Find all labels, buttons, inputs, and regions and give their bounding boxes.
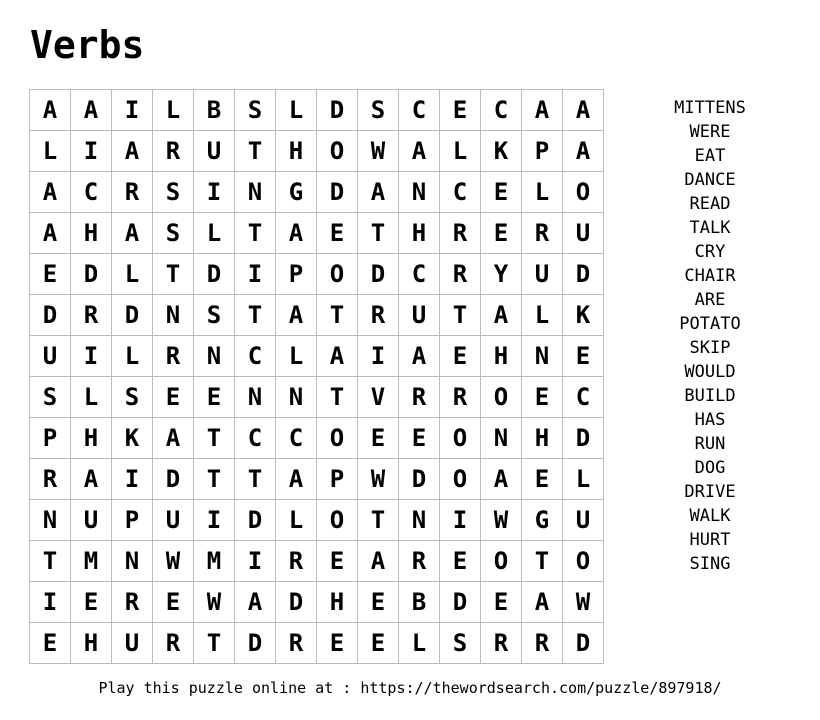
grid-cell[interactable]: E xyxy=(481,582,522,623)
grid-cell[interactable]: A xyxy=(522,90,563,131)
grid-cell[interactable]: N xyxy=(399,172,440,213)
grid-cell[interactable]: R xyxy=(276,541,317,582)
grid-row xyxy=(30,623,604,664)
grid-cell[interactable]: D xyxy=(112,295,153,336)
grid-cell[interactable]: O xyxy=(317,500,358,541)
grid-cell[interactable]: E xyxy=(522,459,563,500)
grid-cell[interactable]: D xyxy=(276,582,317,623)
grid-cell[interactable]: R xyxy=(399,541,440,582)
grid-cell[interactable]: M xyxy=(71,541,112,582)
grid-cell[interactable]: V xyxy=(358,377,399,418)
grid-cell[interactable]: N xyxy=(235,172,276,213)
grid-cell[interactable]: R xyxy=(30,459,71,500)
grid-cell[interactable]: D xyxy=(235,623,276,664)
grid-cell[interactable]: O xyxy=(440,418,481,459)
grid-cell[interactable]: P xyxy=(276,254,317,295)
grid-cell[interactable]: O xyxy=(563,172,604,213)
grid-cell[interactable]: R xyxy=(358,295,399,336)
grid-cell[interactable]: E xyxy=(317,623,358,664)
grid-cell[interactable]: A xyxy=(276,459,317,500)
grid-cell[interactable]: A xyxy=(563,90,604,131)
grid-cell[interactable]: R xyxy=(276,623,317,664)
grid-cell[interactable]: N xyxy=(276,377,317,418)
word-list-item: MITTENS xyxy=(674,98,746,118)
grid-cell[interactable]: C xyxy=(235,418,276,459)
word-list-item: CRY xyxy=(694,242,726,262)
grid-cell[interactable]: T xyxy=(235,131,276,172)
grid-cell[interactable]: L xyxy=(563,459,604,500)
word-list-item: SKIP xyxy=(689,338,731,358)
grid-cell[interactable]: A xyxy=(481,295,522,336)
grid-cell[interactable]: U xyxy=(30,336,71,377)
grid-cell[interactable]: E xyxy=(30,254,71,295)
word-list-item: DRIVE xyxy=(684,482,736,502)
grid-cell[interactable]: W xyxy=(563,582,604,623)
grid-cell[interactable]: I xyxy=(194,172,235,213)
grid-cell[interactable]: T xyxy=(522,541,563,582)
grid-cell[interactable]: H xyxy=(71,623,112,664)
grid-cell[interactable]: S xyxy=(30,377,71,418)
word-list-item: HAS xyxy=(694,410,726,430)
grid-cell[interactable]: E xyxy=(522,377,563,418)
grid-row xyxy=(30,131,604,172)
grid-cell[interactable]: C xyxy=(71,172,112,213)
grid-cell[interactable]: N xyxy=(522,336,563,377)
grid-cell[interactable]: E xyxy=(317,541,358,582)
grid-cell[interactable]: T xyxy=(317,377,358,418)
grid-cell[interactable]: R xyxy=(112,582,153,623)
word-list-item: READ xyxy=(689,194,731,214)
grid-cell[interactable]: I xyxy=(440,500,481,541)
grid-cell[interactable]: A xyxy=(112,213,153,254)
grid-cell[interactable]: I xyxy=(30,582,71,623)
grid-cell[interactable]: A xyxy=(276,213,317,254)
grid-cell[interactable]: T xyxy=(235,295,276,336)
grid-cell[interactable]: P xyxy=(317,459,358,500)
word-list-item: CHAIR xyxy=(684,266,736,286)
word-list-item: DOG xyxy=(694,458,726,478)
grid-cell[interactable]: I xyxy=(235,254,276,295)
grid-cell[interactable]: I xyxy=(112,459,153,500)
grid-cell[interactable]: H xyxy=(276,131,317,172)
grid-cell[interactable]: T xyxy=(153,254,194,295)
grid-cell[interactable]: L xyxy=(30,131,71,172)
grid-cell[interactable]: A xyxy=(399,336,440,377)
grid-cell[interactable]: T xyxy=(194,418,235,459)
grid-cell[interactable]: A xyxy=(71,459,112,500)
grid-cell[interactable]: S xyxy=(358,90,399,131)
grid-cell[interactable]: H xyxy=(71,418,112,459)
grid-cell[interactable]: O xyxy=(563,541,604,582)
grid-row xyxy=(30,90,604,131)
word-list-item: WERE xyxy=(689,122,731,142)
grid-cell[interactable]: M xyxy=(194,541,235,582)
grid-cell[interactable]: Y xyxy=(481,254,522,295)
word-list-item: SING xyxy=(689,554,731,574)
grid-cell[interactable]: G xyxy=(276,172,317,213)
grid-cell[interactable]: U xyxy=(71,500,112,541)
grid-cell[interactable]: L xyxy=(71,377,112,418)
grid-cell[interactable]: N xyxy=(112,541,153,582)
grid-cell[interactable]: C xyxy=(276,418,317,459)
word-list-item: POTATO xyxy=(679,314,741,334)
grid-cell[interactable]: A xyxy=(563,131,604,172)
grid-cell[interactable]: L xyxy=(112,336,153,377)
grid-cell[interactable]: H xyxy=(399,213,440,254)
word-list-item: WALK xyxy=(689,506,731,526)
grid-cell[interactable]: R xyxy=(399,377,440,418)
grid-cell[interactable]: D xyxy=(358,254,399,295)
grid-cell[interactable]: L xyxy=(194,213,235,254)
grid-cell[interactable]: N xyxy=(194,336,235,377)
grid-cell[interactable]: T xyxy=(235,459,276,500)
grid-cell[interactable]: E xyxy=(194,377,235,418)
grid-cell[interactable]: A xyxy=(358,541,399,582)
grid-cell[interactable]: E xyxy=(440,336,481,377)
grid-cell[interactable]: I xyxy=(112,90,153,131)
grid-cell[interactable]: H xyxy=(317,582,358,623)
grid-cell[interactable]: E xyxy=(358,623,399,664)
grid-cell[interactable]: L xyxy=(276,336,317,377)
grid-row xyxy=(30,500,604,541)
grid-cell[interactable]: S xyxy=(440,623,481,664)
grid-cell[interactable]: R xyxy=(440,254,481,295)
grid-cell[interactable]: O xyxy=(440,459,481,500)
word-list-item: TALK xyxy=(689,218,731,238)
grid-cell[interactable]: H xyxy=(481,336,522,377)
grid-cell[interactable]: U xyxy=(563,500,604,541)
grid-cell[interactable]: R xyxy=(153,623,194,664)
grid-cell[interactable]: A xyxy=(30,213,71,254)
grid-cell[interactable]: O xyxy=(481,377,522,418)
grid-cell[interactable]: A xyxy=(522,582,563,623)
grid-cell[interactable]: O xyxy=(317,418,358,459)
grid-cell[interactable]: T xyxy=(194,459,235,500)
grid-cell[interactable]: L xyxy=(399,623,440,664)
grid-cell[interactable]: D xyxy=(563,254,604,295)
grid-row xyxy=(30,213,604,254)
grid-cell[interactable]: L xyxy=(276,90,317,131)
grid-cell[interactable]: D xyxy=(71,254,112,295)
grid-cell[interactable]: P xyxy=(522,131,563,172)
grid-row xyxy=(30,377,604,418)
grid-cell[interactable]: I xyxy=(71,131,112,172)
grid-cell[interactable]: R xyxy=(153,336,194,377)
grid-cell[interactable]: W xyxy=(358,459,399,500)
grid-cell[interactable]: K xyxy=(481,131,522,172)
grid-cell[interactable]: N xyxy=(30,500,71,541)
grid-row xyxy=(30,582,604,623)
grid-cell[interactable]: O xyxy=(317,131,358,172)
grid-cell[interactable]: L xyxy=(112,254,153,295)
grid-cell[interactable]: U xyxy=(522,254,563,295)
grid-cell[interactable]: C xyxy=(563,377,604,418)
puzzle-title: Verbs xyxy=(30,23,145,67)
grid-cell[interactable]: S xyxy=(153,213,194,254)
grid-cell[interactable]: S xyxy=(153,172,194,213)
grid-cell[interactable]: C xyxy=(440,172,481,213)
grid-cell[interactable]: L xyxy=(522,172,563,213)
grid-cell[interactable]: A xyxy=(399,131,440,172)
grid-cell[interactable]: A xyxy=(30,90,71,131)
grid-cell[interactable]: R xyxy=(522,623,563,664)
grid-cell[interactable]: R xyxy=(153,131,194,172)
grid-cell[interactable]: C xyxy=(399,90,440,131)
grid-cell[interactable]: A xyxy=(153,418,194,459)
grid-row xyxy=(30,418,604,459)
grid-cell[interactable]: E xyxy=(440,90,481,131)
grid-cell[interactable]: R xyxy=(522,213,563,254)
grid-cell[interactable]: D xyxy=(317,172,358,213)
word-list-item: EAT xyxy=(694,146,726,166)
grid-cell[interactable]: U xyxy=(563,213,604,254)
grid-cell[interactable]: D xyxy=(30,295,71,336)
grid-cell[interactable]: D xyxy=(153,459,194,500)
grid-cell[interactable]: I xyxy=(71,336,112,377)
grid-cell[interactable]: S xyxy=(112,377,153,418)
grid-cell[interactable]: T xyxy=(358,213,399,254)
grid-cell[interactable]: R xyxy=(440,377,481,418)
grid-cell[interactable]: T xyxy=(30,541,71,582)
grid-row xyxy=(30,254,604,295)
grid-cell[interactable]: R xyxy=(112,172,153,213)
grid-cell[interactable]: K xyxy=(563,295,604,336)
grid-cell[interactable]: W xyxy=(153,541,194,582)
grid-cell[interactable]: L xyxy=(276,500,317,541)
grid-cell[interactable]: E xyxy=(153,377,194,418)
grid-cell[interactable]: N xyxy=(481,418,522,459)
grid-cell[interactable]: A xyxy=(71,90,112,131)
grid-cell[interactable]: E xyxy=(440,541,481,582)
word-list-item: BUILD xyxy=(684,386,736,406)
word-list xyxy=(650,96,770,576)
word-list-item: HURT xyxy=(689,530,731,550)
grid-cell[interactable]: H xyxy=(71,213,112,254)
grid-cell[interactable]: N xyxy=(153,295,194,336)
grid-cell[interactable]: U xyxy=(194,131,235,172)
grid-cell[interactable]: C xyxy=(235,336,276,377)
grid-cell[interactable]: D xyxy=(440,582,481,623)
grid-cell[interactable]: U xyxy=(399,295,440,336)
grid-cell[interactable]: B xyxy=(194,90,235,131)
word-list-item: WOULD xyxy=(684,362,736,382)
grid-cell[interactable]: L xyxy=(440,131,481,172)
grid-cell[interactable]: T xyxy=(194,623,235,664)
grid-cell[interactable]: E xyxy=(481,172,522,213)
grid-cell[interactable]: K xyxy=(112,418,153,459)
grid-cell[interactable]: H xyxy=(522,418,563,459)
grid-cell[interactable]: R xyxy=(481,623,522,664)
grid-cell[interactable]: E xyxy=(71,582,112,623)
grid-cell[interactable]: A xyxy=(30,172,71,213)
grid-cell[interactable]: W xyxy=(358,131,399,172)
grid-cell[interactable]: E xyxy=(399,418,440,459)
grid-cell[interactable]: D xyxy=(235,500,276,541)
grid-cell[interactable]: T xyxy=(317,295,358,336)
grid-cell[interactable]: E xyxy=(317,213,358,254)
grid-row xyxy=(30,541,604,582)
grid-cell[interactable]: T xyxy=(358,500,399,541)
grid-cell[interactable]: E xyxy=(481,213,522,254)
grid-cell[interactable]: D xyxy=(399,459,440,500)
grid-cell[interactable]: A xyxy=(481,459,522,500)
grid-cell[interactable]: C xyxy=(399,254,440,295)
grid-cell[interactable]: G xyxy=(522,500,563,541)
grid-cell[interactable]: I xyxy=(358,336,399,377)
grid-cell[interactable]: E xyxy=(563,336,604,377)
grid-cell[interactable]: W xyxy=(481,500,522,541)
footer-text[interactable]: Play this puzzle online at : https://thewordsearch.com/puzzle/897918/ xyxy=(98,679,722,697)
grid-cell[interactable]: R xyxy=(71,295,112,336)
grid-cell[interactable]: D xyxy=(317,90,358,131)
grid-cell[interactable]: B xyxy=(399,582,440,623)
grid-cell[interactable]: A xyxy=(276,295,317,336)
grid-cell[interactable]: A xyxy=(235,582,276,623)
grid-cell[interactable]: O xyxy=(317,254,358,295)
grid-cell[interactable]: R xyxy=(440,213,481,254)
word-list-item: RUN xyxy=(694,434,726,454)
grid-cell[interactable]: N xyxy=(235,377,276,418)
grid-cell[interactable]: A xyxy=(317,336,358,377)
grid-row xyxy=(30,459,604,500)
grid-cell[interactable]: L xyxy=(153,90,194,131)
grid-cell[interactable]: U xyxy=(153,500,194,541)
grid-row xyxy=(30,336,604,377)
grid-cell[interactable]: E xyxy=(358,418,399,459)
grid-cell[interactable]: L xyxy=(522,295,563,336)
grid-cell[interactable]: I xyxy=(235,541,276,582)
grid-cell[interactable]: U xyxy=(112,623,153,664)
word-list-item: ARE xyxy=(694,290,726,310)
grid-row xyxy=(30,172,604,213)
grid-cell[interactable]: P xyxy=(30,418,71,459)
grid-cell[interactable]: E xyxy=(30,623,71,664)
grid-cell[interactable]: T xyxy=(235,213,276,254)
letter-grid[interactable] xyxy=(29,89,604,664)
grid-cell[interactable]: D xyxy=(563,623,604,664)
grid-cell[interactable]: P xyxy=(112,500,153,541)
grid-cell[interactable]: E xyxy=(358,582,399,623)
grid-cell[interactable]: E xyxy=(153,582,194,623)
grid-cell[interactable]: A xyxy=(112,131,153,172)
grid-cell[interactable]: T xyxy=(440,295,481,336)
grid-cell[interactable]: S xyxy=(194,295,235,336)
grid-cell[interactable]: C xyxy=(481,90,522,131)
word-list-item: DANCE xyxy=(684,170,736,190)
grid-cell[interactable]: D xyxy=(563,418,604,459)
grid-cell[interactable]: A xyxy=(358,172,399,213)
grid-cell[interactable]: I xyxy=(194,500,235,541)
grid-cell[interactable]: N xyxy=(399,500,440,541)
grid-cell[interactable]: W xyxy=(194,582,235,623)
grid-row xyxy=(30,295,604,336)
grid-cell[interactable]: D xyxy=(194,254,235,295)
grid-cell[interactable]: S xyxy=(235,90,276,131)
grid-cell[interactable]: O xyxy=(481,541,522,582)
